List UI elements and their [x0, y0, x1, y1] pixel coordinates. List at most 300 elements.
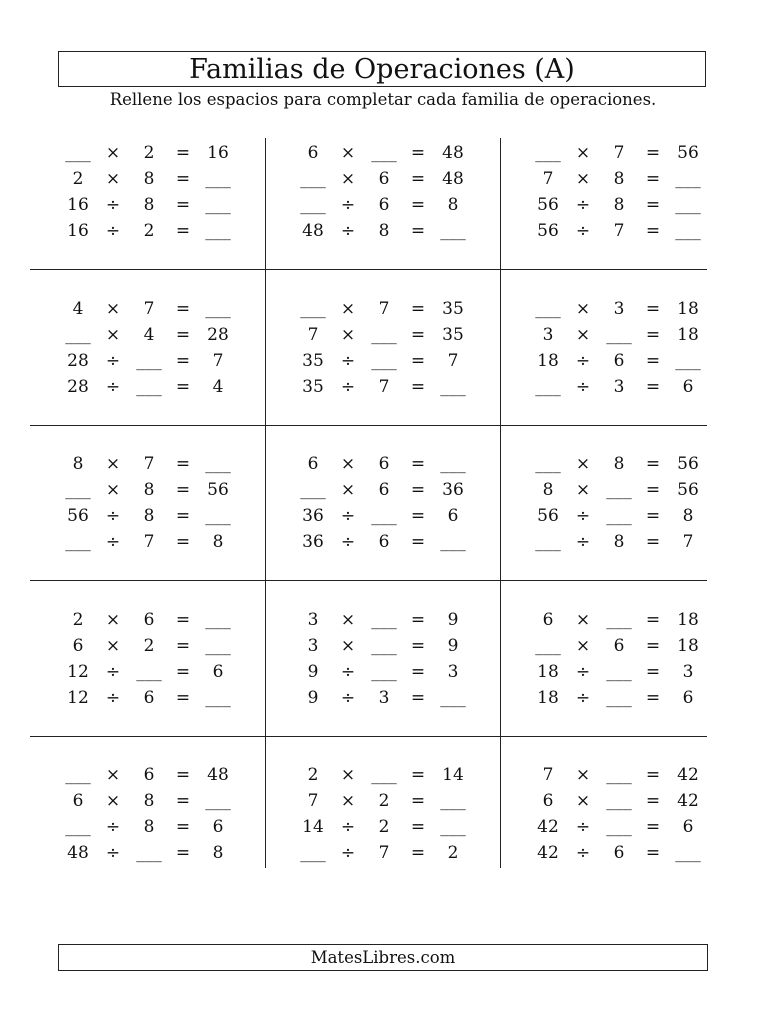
operand-b: 8 — [613, 532, 625, 552]
operand-a: 2 — [72, 610, 84, 630]
equals-sign: = — [410, 454, 426, 474]
operator: × — [105, 169, 121, 189]
fact-family-block — [30, 605, 264, 761]
operator: ÷ — [575, 817, 591, 837]
equation-row — [30, 685, 264, 711]
equation-row — [30, 296, 264, 322]
answer-blank[interactable]: ___ — [440, 791, 466, 811]
equation-row — [265, 348, 499, 374]
operand-a: 9 — [307, 662, 319, 682]
equals-sign: = — [645, 454, 661, 474]
result: 6 — [447, 506, 459, 526]
operator: × — [105, 610, 121, 630]
equals-sign: = — [645, 195, 661, 215]
answer-blank[interactable]: ___ — [65, 143, 91, 163]
equation-row — [265, 477, 499, 503]
operand-b: 6 — [378, 532, 390, 552]
equals-sign: = — [410, 843, 426, 863]
equation-row — [500, 140, 734, 166]
operator: ÷ — [575, 843, 591, 863]
operand-a: 6 — [72, 791, 84, 811]
operator: × — [575, 791, 591, 811]
answer-blank[interactable]: ___ — [136, 377, 162, 397]
answer-blank[interactable]: ___ — [136, 351, 162, 371]
answer-blank[interactable]: ___ — [205, 636, 231, 656]
operand-a: 2 — [72, 169, 84, 189]
operator: × — [575, 454, 591, 474]
operand-a: 56 — [67, 506, 89, 526]
operator: ÷ — [105, 195, 121, 215]
operand-a: 6 — [542, 610, 554, 630]
operand-a: 8 — [542, 480, 554, 500]
equation-row — [500, 192, 734, 218]
answer-blank[interactable]: ___ — [205, 610, 231, 630]
operator: × — [575, 610, 591, 630]
operator: ÷ — [340, 688, 356, 708]
operand-b: 4 — [143, 325, 155, 345]
operand-a: 48 — [67, 843, 89, 863]
result: 8 — [447, 195, 459, 215]
operator: ÷ — [105, 377, 121, 397]
answer-blank[interactable]: ___ — [65, 325, 91, 345]
worksheet-title: Familias de Operaciones (A) — [58, 51, 706, 87]
answer-blank[interactable]: ___ — [675, 195, 701, 215]
equals-sign: = — [410, 195, 426, 215]
equation-row — [30, 348, 264, 374]
answer-blank[interactable]: ___ — [606, 662, 632, 682]
operator: × — [105, 636, 121, 656]
equation-row — [30, 451, 264, 477]
answer-blank[interactable]: ___ — [440, 221, 466, 241]
answer-blank[interactable]: ___ — [300, 195, 326, 215]
answer-blank[interactable]: ___ — [205, 221, 231, 241]
operand-a: 36 — [302, 532, 324, 552]
answer-blank[interactable]: ___ — [675, 843, 701, 863]
operand-a: 12 — [67, 688, 89, 708]
operand-a: 42 — [537, 817, 559, 837]
answer-blank[interactable]: ___ — [371, 143, 397, 163]
operand-a: 12 — [67, 662, 89, 682]
operator: ÷ — [575, 195, 591, 215]
operand-b: 7 — [378, 843, 390, 863]
equation-row — [500, 451, 734, 477]
operator: × — [105, 454, 121, 474]
operator: ÷ — [340, 532, 356, 552]
fact-family-block — [500, 294, 734, 450]
operand-a: 28 — [67, 351, 89, 371]
operand-a: 7 — [542, 169, 554, 189]
equation-row — [265, 322, 499, 348]
operand-a: 6 — [307, 143, 319, 163]
equation-row — [265, 529, 499, 555]
equals-sign: = — [410, 791, 426, 811]
equation-row — [500, 788, 734, 814]
equation-row — [265, 762, 499, 788]
equation-row — [30, 477, 264, 503]
answer-blank[interactable]: ___ — [535, 532, 561, 552]
answer-blank[interactable]: ___ — [371, 636, 397, 656]
operator: × — [340, 765, 356, 785]
answer-blank[interactable]: ___ — [65, 532, 91, 552]
operand-a: 18 — [537, 662, 559, 682]
result: 28 — [207, 325, 229, 345]
equals-sign: = — [645, 325, 661, 345]
equals-sign: = — [175, 791, 191, 811]
operator: ÷ — [105, 506, 121, 526]
operand-b: 2 — [143, 143, 155, 163]
answer-blank[interactable]: ___ — [535, 377, 561, 397]
operand-b: 7 — [143, 532, 155, 552]
answer-blank[interactable]: ___ — [205, 454, 231, 474]
answer-blank[interactable]: ___ — [136, 843, 162, 863]
operand-b: 6 — [143, 765, 155, 785]
fact-family-block — [30, 294, 264, 450]
answer-blank[interactable]: ___ — [300, 299, 326, 319]
operator: × — [105, 143, 121, 163]
operand-b: 8 — [143, 791, 155, 811]
equals-sign: = — [410, 688, 426, 708]
result: 14 — [442, 765, 464, 785]
fact-family-block — [500, 605, 734, 761]
operand-a: 2 — [307, 765, 319, 785]
equation-row — [30, 762, 264, 788]
fact-family-block — [265, 605, 499, 761]
equals-sign: = — [175, 532, 191, 552]
equals-sign: = — [175, 195, 191, 215]
result: 4 — [212, 377, 224, 397]
equals-sign: = — [175, 506, 191, 526]
answer-blank[interactable]: ___ — [535, 299, 561, 319]
operand-b: 6 — [378, 169, 390, 189]
equation-row — [30, 814, 264, 840]
operand-b: 6 — [613, 636, 625, 656]
result: 6 — [212, 817, 224, 837]
equation-row — [265, 192, 499, 218]
equals-sign: = — [175, 688, 191, 708]
operand-a: 3 — [307, 636, 319, 656]
equation-row — [30, 607, 264, 633]
operator: ÷ — [105, 688, 121, 708]
equation-row — [265, 840, 499, 866]
result: 36 — [442, 480, 464, 500]
equals-sign: = — [175, 377, 191, 397]
answer-blank[interactable]: ___ — [300, 169, 326, 189]
result: 18 — [677, 610, 699, 630]
equation-row — [500, 529, 734, 555]
operand-b: 3 — [613, 377, 625, 397]
equation-row — [30, 192, 264, 218]
answer-blank[interactable]: ___ — [440, 532, 466, 552]
operand-b: 6 — [613, 351, 625, 371]
fact-family-grid — [30, 138, 707, 868]
equals-sign: = — [645, 636, 661, 656]
operator: × — [105, 299, 121, 319]
result: 56 — [677, 454, 699, 474]
operator: × — [340, 610, 356, 630]
result: 3 — [447, 662, 459, 682]
equals-sign: = — [410, 662, 426, 682]
operand-a: 56 — [537, 506, 559, 526]
equals-sign: = — [410, 610, 426, 630]
result: 35 — [442, 325, 464, 345]
equation-row — [265, 374, 499, 400]
operator: × — [105, 791, 121, 811]
equals-sign: = — [645, 221, 661, 241]
answer-blank[interactable]: ___ — [675, 351, 701, 371]
operator: ÷ — [340, 843, 356, 863]
result: 7 — [212, 351, 224, 371]
equals-sign: = — [175, 843, 191, 863]
answer-blank[interactable]: ___ — [205, 688, 231, 708]
operand-b: 2 — [143, 221, 155, 241]
operand-b: 6 — [378, 454, 390, 474]
equation-row — [265, 814, 499, 840]
answer-blank[interactable]: ___ — [606, 480, 632, 500]
operator: ÷ — [105, 351, 121, 371]
answer-blank[interactable]: ___ — [371, 325, 397, 345]
answer-blank[interactable]: ___ — [371, 610, 397, 630]
result: 56 — [207, 480, 229, 500]
operand-b: 3 — [613, 299, 625, 319]
fact-family-block — [30, 449, 264, 605]
equation-row — [500, 685, 734, 711]
equation-row — [500, 633, 734, 659]
operand-a: 14 — [302, 817, 324, 837]
operator: × — [575, 299, 591, 319]
answer-blank[interactable]: ___ — [65, 765, 91, 785]
result: 3 — [682, 662, 694, 682]
equation-row — [500, 348, 734, 374]
equals-sign: = — [645, 843, 661, 863]
result: 48 — [442, 169, 464, 189]
operator: × — [575, 169, 591, 189]
equation-row — [30, 633, 264, 659]
equation-row — [500, 607, 734, 633]
result: 6 — [682, 377, 694, 397]
equation-row — [500, 218, 734, 244]
operand-a: 28 — [67, 377, 89, 397]
fact-family-block — [30, 138, 264, 294]
operand-a: 7 — [542, 765, 554, 785]
operand-b: 6 — [143, 610, 155, 630]
answer-blank[interactable]: ___ — [205, 195, 231, 215]
equals-sign: = — [410, 325, 426, 345]
operand-a: 7 — [307, 791, 319, 811]
operand-a: 3 — [542, 325, 554, 345]
operator: ÷ — [340, 351, 356, 371]
equals-sign: = — [175, 351, 191, 371]
equals-sign: = — [410, 221, 426, 241]
operand-a: 36 — [302, 506, 324, 526]
answer-blank[interactable]: ___ — [535, 143, 561, 163]
equation-row — [500, 503, 734, 529]
equals-sign: = — [175, 221, 191, 241]
equation-row — [265, 633, 499, 659]
answer-blank[interactable]: ___ — [535, 636, 561, 656]
answer-blank[interactable]: ___ — [440, 817, 466, 837]
operand-b: 6 — [378, 195, 390, 215]
answer-blank[interactable]: ___ — [65, 817, 91, 837]
equals-sign: = — [410, 480, 426, 500]
operand-a: 18 — [537, 351, 559, 371]
answer-blank[interactable]: ___ — [606, 791, 632, 811]
result: 6 — [212, 662, 224, 682]
operand-a: 35 — [302, 377, 324, 397]
answer-blank[interactable]: ___ — [205, 169, 231, 189]
operand-a: 9 — [307, 688, 319, 708]
equals-sign: = — [410, 143, 426, 163]
equals-sign: = — [175, 169, 191, 189]
equals-sign: = — [645, 351, 661, 371]
equation-row — [500, 296, 734, 322]
operand-a: 4 — [72, 299, 84, 319]
operand-a: 35 — [302, 351, 324, 371]
answer-blank[interactable]: ___ — [606, 506, 632, 526]
operand-a: 6 — [542, 791, 554, 811]
equals-sign: = — [645, 143, 661, 163]
answer-blank[interactable]: ___ — [606, 817, 632, 837]
equation-row — [30, 503, 264, 529]
answer-blank[interactable]: ___ — [440, 454, 466, 474]
operator: ÷ — [575, 221, 591, 241]
operator: ÷ — [340, 377, 356, 397]
operator: ÷ — [575, 532, 591, 552]
answer-blank[interactable]: ___ — [136, 662, 162, 682]
answer-blank[interactable]: ___ — [675, 221, 701, 241]
operand-b: 8 — [143, 480, 155, 500]
fact-family-block — [500, 760, 734, 916]
operator: ÷ — [575, 351, 591, 371]
operator: × — [340, 143, 356, 163]
result: 7 — [447, 351, 459, 371]
answer-blank[interactable]: ___ — [371, 506, 397, 526]
equals-sign: = — [175, 480, 191, 500]
operator: ÷ — [575, 688, 591, 708]
operator: ÷ — [575, 506, 591, 526]
answer-blank[interactable]: ___ — [606, 610, 632, 630]
operator: × — [105, 480, 121, 500]
fact-family-block — [265, 294, 499, 450]
equation-row — [30, 840, 264, 866]
equation-row — [265, 685, 499, 711]
operator: × — [105, 765, 121, 785]
result: 8 — [212, 843, 224, 863]
answer-blank[interactable]: ___ — [300, 843, 326, 863]
result: 42 — [677, 791, 699, 811]
operator: × — [575, 325, 591, 345]
equation-row — [500, 840, 734, 866]
equation-row — [500, 322, 734, 348]
operand-a: 56 — [537, 221, 559, 241]
result: 6 — [682, 688, 694, 708]
answer-blank[interactable]: ___ — [371, 351, 397, 371]
operator: ÷ — [575, 662, 591, 682]
result: 18 — [677, 636, 699, 656]
operator: ÷ — [105, 221, 121, 241]
operand-b: 8 — [143, 506, 155, 526]
equals-sign: = — [175, 299, 191, 319]
answer-blank[interactable]: ___ — [65, 480, 91, 500]
answer-blank[interactable]: ___ — [535, 454, 561, 474]
operator: × — [340, 325, 356, 345]
equals-sign: = — [645, 506, 661, 526]
operand-b: 6 — [613, 843, 625, 863]
operator: ÷ — [340, 817, 356, 837]
answer-blank[interactable]: ___ — [300, 480, 326, 500]
operand-a: 18 — [537, 688, 559, 708]
equals-sign: = — [410, 377, 426, 397]
answer-blank[interactable]: ___ — [440, 377, 466, 397]
answer-blank[interactable]: ___ — [606, 325, 632, 345]
result: 18 — [677, 299, 699, 319]
equation-row — [30, 140, 264, 166]
equation-row — [30, 218, 264, 244]
operand-a: 48 — [302, 221, 324, 241]
operand-b: 2 — [143, 636, 155, 656]
result: 6 — [682, 817, 694, 837]
operator: × — [575, 143, 591, 163]
equation-row — [265, 218, 499, 244]
answer-blank[interactable]: ___ — [205, 506, 231, 526]
operand-b: 6 — [378, 480, 390, 500]
operator: × — [575, 765, 591, 785]
equals-sign: = — [645, 299, 661, 319]
answer-blank[interactable]: ___ — [371, 765, 397, 785]
operand-b: 3 — [378, 688, 390, 708]
operand-b: 8 — [613, 169, 625, 189]
result: 56 — [677, 480, 699, 500]
fact-family-block — [30, 760, 264, 916]
equals-sign: = — [645, 765, 661, 785]
equation-row — [265, 296, 499, 322]
operator: ÷ — [340, 221, 356, 241]
operand-b: 8 — [613, 454, 625, 474]
equals-sign: = — [175, 765, 191, 785]
equals-sign: = — [410, 351, 426, 371]
operand-a: 56 — [537, 195, 559, 215]
answer-blank[interactable]: ___ — [205, 299, 231, 319]
operator: × — [575, 480, 591, 500]
operand-a: 8 — [72, 454, 84, 474]
answer-blank[interactable]: ___ — [440, 688, 466, 708]
answer-blank[interactable]: ___ — [606, 688, 632, 708]
equals-sign: = — [645, 662, 661, 682]
operand-b: 7 — [143, 454, 155, 474]
operator: ÷ — [340, 195, 356, 215]
operand-a: 42 — [537, 843, 559, 863]
equals-sign: = — [410, 506, 426, 526]
answer-blank[interactable]: ___ — [371, 662, 397, 682]
operand-b: 6 — [143, 688, 155, 708]
equation-row — [30, 529, 264, 555]
equation-row — [500, 814, 734, 840]
equals-sign: = — [410, 532, 426, 552]
operator: × — [340, 299, 356, 319]
result: 8 — [212, 532, 224, 552]
equation-row — [500, 477, 734, 503]
answer-blank[interactable]: ___ — [606, 765, 632, 785]
answer-blank[interactable]: ___ — [675, 169, 701, 189]
equals-sign: = — [410, 765, 426, 785]
operator: ÷ — [340, 662, 356, 682]
equation-row — [500, 166, 734, 192]
equation-row — [265, 788, 499, 814]
equals-sign: = — [645, 817, 661, 837]
fact-family-block — [265, 760, 499, 916]
equals-sign: = — [645, 532, 661, 552]
equals-sign: = — [175, 662, 191, 682]
answer-blank[interactable]: ___ — [205, 791, 231, 811]
